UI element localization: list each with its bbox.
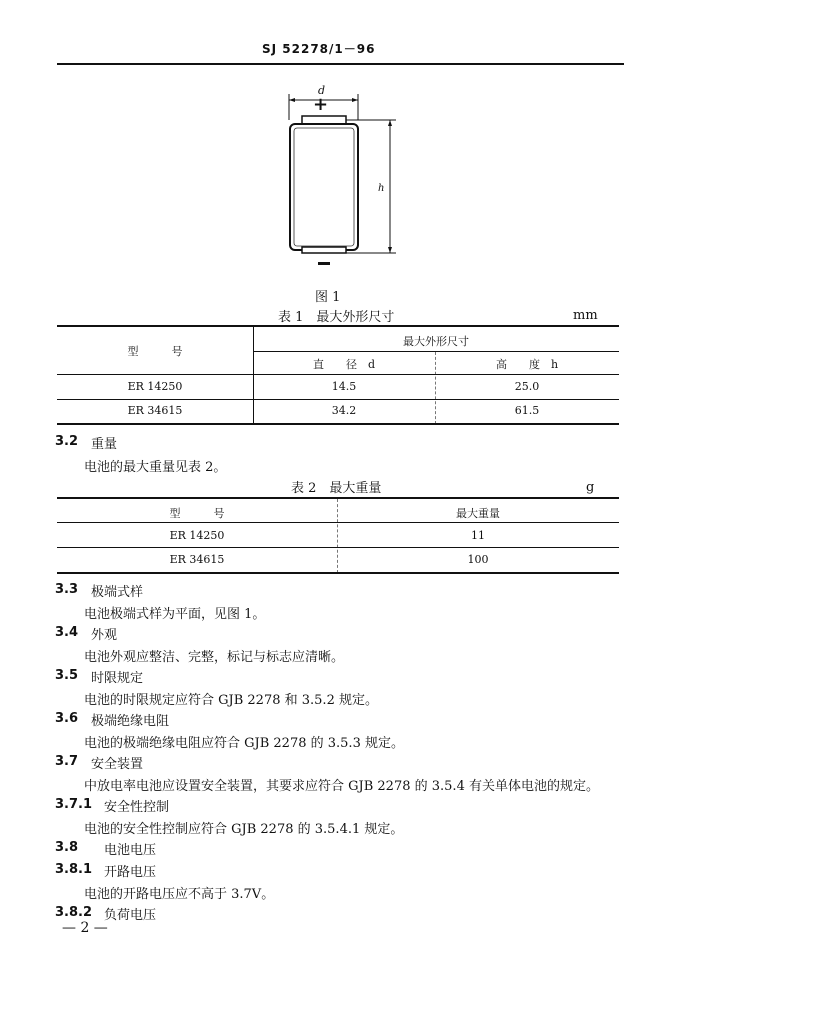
table1-header-height: 高 度 h — [495, 358, 559, 371]
table1-cell-height: 25.0 — [514, 380, 540, 393]
section-title: 安全性控制 — [104, 800, 170, 815]
table2-bottom-rule — [57, 572, 619, 574]
section-title: 开路电压 — [104, 865, 157, 880]
section-number: 3.8.1 — [55, 862, 93, 877]
section-number: 3.3 — [55, 582, 79, 597]
section-text: 电池的极端绝缘电阻应符合 GJB 2278 的 3.5.3 规定。 — [84, 736, 404, 751]
section-title: 极端式样 — [91, 585, 144, 600]
section-number: 3.4 — [55, 625, 79, 640]
section-text: 电池极端式样为平面，见图 1。 — [84, 607, 266, 622]
table2-row-rule — [57, 547, 619, 548]
table2-title: 表 2 最大重量 — [291, 481, 382, 496]
table1-group-rule — [253, 351, 619, 352]
dim-label-d: d — [318, 84, 326, 97]
section-title: 时限规定 — [91, 671, 144, 686]
table2-header-rule — [57, 522, 619, 523]
section-text: 电池的时限规定应符合 GJB 2278 和 3.5.2 规定。 — [84, 693, 378, 708]
section-number: 3.7 — [55, 754, 79, 769]
section-title: 负荷电压 — [104, 908, 157, 923]
table2-cell-model: ER 34615 — [169, 553, 225, 566]
table2-header-weight: 最大重量 — [456, 507, 500, 520]
section-title: 电池电压 — [104, 843, 157, 858]
section-number: 3.7.1 — [55, 797, 93, 812]
section-number: 3.6 — [55, 711, 79, 726]
document-code: SJ 52278/1－96 — [262, 42, 376, 56]
table1-title: 表 1 最大外形尺寸 — [278, 310, 395, 325]
dim-label-h: h — [378, 183, 385, 194]
section-text: 电池外观应整洁、完整，标记与标志应清晰。 — [84, 650, 345, 665]
table1-header-group: 最大外形尺寸 — [403, 335, 469, 348]
section-title: 极端绝缘电阻 — [91, 714, 170, 729]
section-number: 3.5 — [55, 668, 79, 683]
section-text: 电池的安全性控制应符合 GJB 2278 的 3.5.4.1 规定。 — [84, 822, 404, 837]
section-text: 中放电率电池应设置安全装置，其要求应符合 GJB 2278 的 3.5.4 有关单体电池的规定。 — [84, 779, 599, 794]
figure-caption: 图 1 — [315, 290, 341, 305]
plus-terminal-icon: + — [313, 94, 329, 115]
section-number: 3.2 — [55, 434, 79, 449]
section-title: 安全装置 — [91, 757, 144, 772]
table1-header-model: 型 号 — [127, 345, 183, 358]
table2-unit: g — [586, 480, 595, 495]
table1-cell-height: 61.5 — [514, 404, 540, 417]
table2-cell-model: ER 14250 — [169, 529, 225, 542]
header-rule — [57, 63, 624, 65]
section-title: 重量 — [91, 437, 118, 452]
section-number: 3.8.2 — [55, 905, 93, 920]
section-text: 电池的开路电压应不高于 3.7V。 — [84, 887, 275, 902]
table1-header-diameter: 直 径 d — [312, 358, 376, 371]
table2-cell-weight: 100 — [467, 553, 489, 566]
table2-cell-weight: 11 — [471, 529, 485, 542]
table1-cell-model: ER 14250 — [127, 380, 183, 393]
table1-cell-diameter: 34.2 — [331, 404, 357, 417]
table1-cell-diameter: 14.5 — [331, 380, 357, 393]
section-number: 3.8 — [55, 840, 79, 855]
section-title: 外观 — [91, 628, 118, 643]
table1-row-rule — [57, 399, 619, 400]
table2-top-rule — [57, 497, 619, 499]
table2-header-model: 型 号 — [169, 507, 225, 520]
section-text: 电池的最大重量见表 2。 — [84, 460, 227, 475]
table1-cell-model: ER 34615 — [127, 404, 183, 417]
page-number: — 2 — — [62, 920, 108, 936]
table1-top-rule — [57, 325, 619, 327]
table1-unit: mm — [573, 308, 598, 323]
battery-figure — [270, 82, 410, 272]
table1-bottom-rule — [57, 423, 619, 425]
table1-header-rule — [57, 374, 619, 375]
